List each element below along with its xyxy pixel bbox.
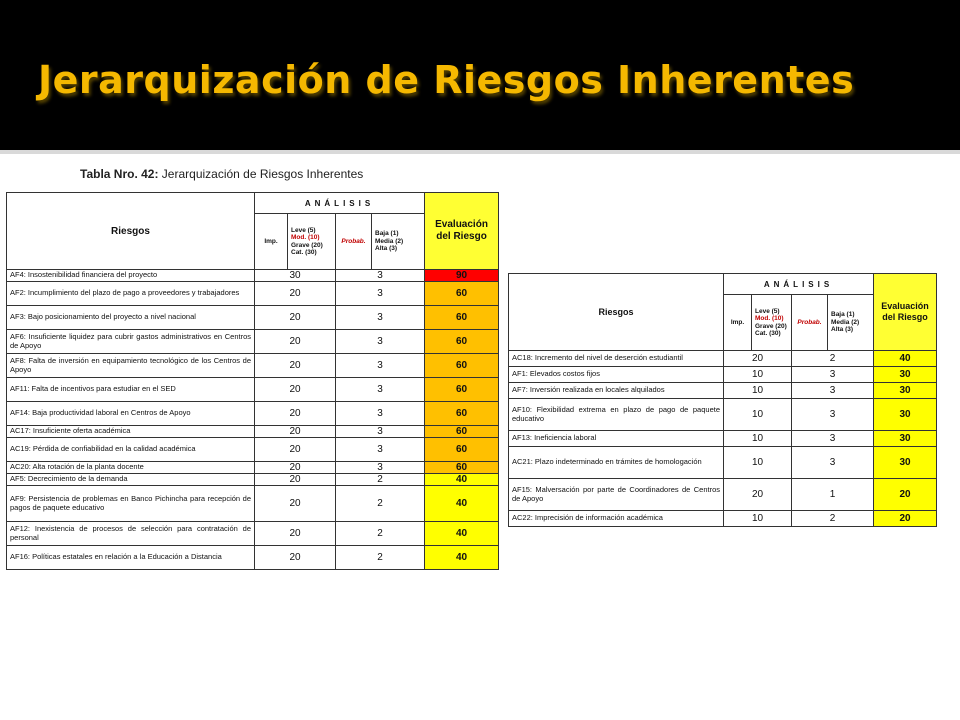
table-row	[509, 447, 937, 479]
table-row	[509, 351, 937, 367]
impact-cell: 30	[255, 270, 336, 282]
probability-cell: 3	[792, 431, 874, 447]
table-row	[7, 378, 499, 402]
evaluacion-header: Evaluación del Riesgo	[425, 193, 499, 270]
probability-cell: 3	[336, 438, 425, 462]
evaluation-cell: 40	[425, 474, 499, 486]
probability-cell: 2	[336, 546, 425, 570]
risk-cell: AF12: Inexistencia de procesos de selección para contratación de personal	[7, 522, 255, 546]
riesgos-header: Riesgos	[7, 193, 255, 270]
evaluation-cell: 30	[874, 447, 937, 479]
impact-cell: 10	[724, 383, 792, 399]
evaluation-cell: 20	[874, 479, 937, 511]
impact-cell: 20	[724, 351, 792, 367]
table-row	[7, 282, 499, 306]
impact-cell: 10	[724, 447, 792, 479]
table-caption	[80, 167, 363, 181]
risk-table-2	[508, 273, 937, 527]
slide-title: Jerarquización de Riesgos Inherentes	[38, 58, 855, 102]
prob-header: Probab.	[792, 295, 828, 351]
prob-scale-header: Baja (1) Media (2) Alta (3)	[828, 295, 874, 351]
probability-cell: 2	[336, 474, 425, 486]
table-row	[509, 383, 937, 399]
evaluation-cell: 60	[425, 462, 499, 474]
probability-cell: 1	[792, 479, 874, 511]
table-row	[7, 306, 499, 330]
risk-table-2-body	[509, 351, 937, 527]
probability-cell: 2	[792, 351, 874, 367]
risk-cell: AF5: Decrecimiento de la demanda	[7, 474, 255, 486]
impact-cell: 20	[255, 486, 336, 522]
risk-cell: AF1: Elevados costos fijos	[509, 367, 724, 383]
impact-cell: 20	[255, 306, 336, 330]
impact-cell: 20	[255, 378, 336, 402]
impact-cell: 20	[255, 462, 336, 474]
probability-cell: 3	[336, 462, 425, 474]
evaluation-cell: 60	[425, 330, 499, 354]
probability-cell: 3	[792, 447, 874, 479]
risk-cell: AF16: Políticas estatales en relación a la Educación a Distancia	[7, 546, 255, 570]
prob-scale-header: Baja (1) Media (2) Alta (3)	[372, 214, 425, 270]
imp-header: Imp.	[255, 214, 288, 270]
risk-cell: AC18: Incremento del nivel de deserción estudiantil	[509, 351, 724, 367]
evaluation-cell: 40	[425, 486, 499, 522]
evaluation-cell: 40	[425, 546, 499, 570]
impact-cell: 20	[255, 354, 336, 378]
impact-cell: 20	[255, 438, 336, 462]
probability-cell: 3	[336, 282, 425, 306]
evaluation-cell: 60	[425, 378, 499, 402]
evaluation-cell: 20	[874, 511, 937, 527]
probability-cell: 3	[336, 378, 425, 402]
caption-text: Jerarquización de Riesgos Inherentes	[158, 167, 364, 181]
probability-cell: 3	[792, 399, 874, 431]
table-row	[509, 367, 937, 383]
impact-scale-header: Leve (5) Mod. (10) Grave (20) Cat. (30)	[752, 295, 792, 351]
risk-cell: AC20: Alta rotación de la planta docente	[7, 462, 255, 474]
impact-cell: 20	[255, 546, 336, 570]
risk-cell: AC19: Pérdida de confiabilidad en la calidad académica	[7, 438, 255, 462]
title-bar	[0, 0, 960, 150]
risk-cell: AF11: Falta de incentivos para estudiar en el SED	[7, 378, 255, 402]
risk-cell: AF4: Insostenibilidad financiera del proyecto	[7, 270, 255, 282]
table-row	[7, 462, 499, 474]
impact-cell: 20	[255, 474, 336, 486]
risk-cell: AF7: Inversión realizada en locales alquilados	[509, 383, 724, 399]
probability-cell: 3	[336, 354, 425, 378]
evaluation-cell: 60	[425, 438, 499, 462]
evaluation-cell: 40	[874, 351, 937, 367]
evaluation-cell: 60	[425, 354, 499, 378]
table-row	[7, 402, 499, 426]
evaluation-cell: 30	[874, 383, 937, 399]
evaluation-cell: 60	[425, 426, 499, 438]
risk-cell: AF8: Falta de inversión en equipamiento tecnológico de los Centros de Apoyo	[7, 354, 255, 378]
table-row	[7, 522, 499, 546]
impact-cell: 20	[255, 402, 336, 426]
imp-header: Imp.	[724, 295, 752, 351]
table-row	[7, 270, 499, 282]
risk-cell: AF14: Baja productividad laboral en Centros de Apoyo	[7, 402, 255, 426]
analisis-header: ANÁLISIS	[724, 274, 874, 295]
impact-cell: 20	[255, 426, 336, 438]
risk-cell: AF10: Flexibilidad extrema en plazo de pago de paquete educativo	[509, 399, 724, 431]
title-divider	[0, 150, 960, 154]
caption-prefix: Tabla Nro. 42:	[80, 167, 159, 181]
risk-cell: AF13: Ineficiencia laboral	[509, 431, 724, 447]
probability-cell: 3	[336, 306, 425, 330]
probability-cell: 3	[792, 383, 874, 399]
risk-cell: AF9: Persistencia de problemas en Banco Pichincha para recepción de pagos de paquete educativo	[7, 486, 255, 522]
risk-cell: AF6: Insuficiente liquidez para cubrir gastos administrativos en Centros de Apoyo	[7, 330, 255, 354]
evaluation-cell: 30	[874, 367, 937, 383]
probability-cell: 3	[336, 330, 425, 354]
risk-table-1	[6, 192, 499, 570]
impact-cell: 10	[724, 367, 792, 383]
evaluation-cell: 60	[425, 306, 499, 330]
evaluation-cell: 40	[425, 522, 499, 546]
probability-cell: 2	[336, 522, 425, 546]
table-row	[7, 426, 499, 438]
impact-cell: 10	[724, 399, 792, 431]
impact-cell: 20	[255, 282, 336, 306]
evaluation-cell: 90	[425, 270, 499, 282]
prob-header: Probab.	[336, 214, 372, 270]
table-row	[509, 479, 937, 511]
riesgos-header: Riesgos	[509, 274, 724, 351]
risk-cell: AC17: Insuficiente oferta académica	[7, 426, 255, 438]
table-row	[7, 486, 499, 522]
impact-cell: 20	[255, 330, 336, 354]
risk-cell: AF3: Bajo posicionamiento del proyecto a nivel nacional	[7, 306, 255, 330]
probability-cell: 2	[336, 486, 425, 522]
table-row	[509, 399, 937, 431]
table-row	[7, 474, 499, 486]
impact-scale-header: Leve (5) Mod. (10) Grave (20) Cat. (30)	[288, 214, 336, 270]
evaluation-cell: 60	[425, 282, 499, 306]
evaluation-cell: 60	[425, 402, 499, 426]
table-row	[7, 438, 499, 462]
probability-cell: 3	[336, 402, 425, 426]
impact-cell: 20	[255, 522, 336, 546]
probability-cell: 3	[792, 367, 874, 383]
table-row	[509, 511, 937, 527]
risk-cell: AC22: Imprecisión de información académica	[509, 511, 724, 527]
risk-cell: AC21: Plazo indeterminado en trámites de homologación	[509, 447, 724, 479]
analisis-header: ANÁLISIS	[255, 193, 425, 214]
evaluation-cell: 30	[874, 431, 937, 447]
impact-cell: 10	[724, 431, 792, 447]
probability-cell: 3	[336, 270, 425, 282]
table-row	[7, 354, 499, 378]
table-row	[509, 431, 937, 447]
probability-cell: 2	[792, 511, 874, 527]
risk-cell: AF15: Malversación por parte de Coordinadores de Centros de Apoyo	[509, 479, 724, 511]
probability-cell: 3	[336, 426, 425, 438]
impact-cell: 20	[724, 479, 792, 511]
evaluation-cell: 30	[874, 399, 937, 431]
evaluacion-header: Evaluación del Riesgo	[874, 274, 937, 351]
risk-cell: AF2: Incumplimiento del plazo de pago a proveedores y trabajadores	[7, 282, 255, 306]
impact-cell: 10	[724, 511, 792, 527]
table-row	[7, 330, 499, 354]
table-row	[7, 546, 499, 570]
risk-table-1-body	[7, 270, 499, 570]
